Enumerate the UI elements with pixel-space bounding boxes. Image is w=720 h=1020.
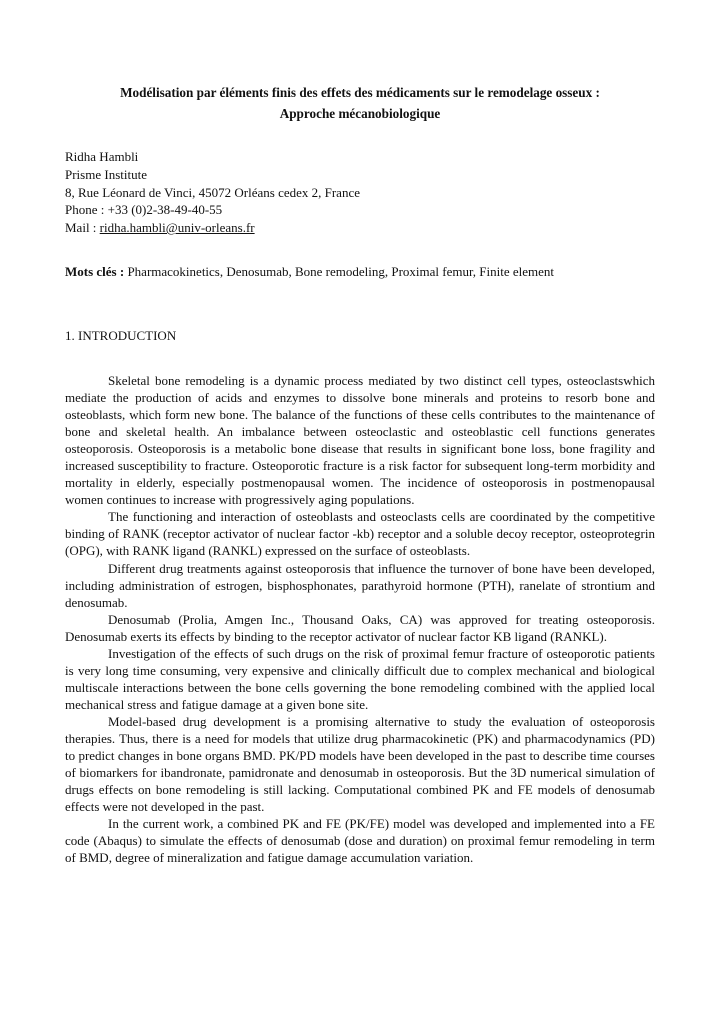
paragraph: In the current work, a combined PK and FE (PK/FE) model was developed and implemented into a FE code (Abaqus) to simulate the effects of denosumab (dose and duration) on proximal femur remodeling in term of BMD, degree of mineralization and fatigue damage accumulation variation. bbox=[65, 816, 655, 866]
title-line-1: Modélisation par éléments finis des effets des médicaments sur le remodelage osseux : bbox=[120, 85, 600, 100]
title-line-2: Approche mécanobiologique bbox=[279, 106, 441, 121]
keywords-text: Pharmacokinetics, Denosumab, Bone remodeling, Proximal femur, Finite element bbox=[124, 264, 555, 279]
author-block bbox=[65, 148, 665, 237]
author-phone: Phone : +33 (0)2-38-49-40-55 bbox=[65, 202, 223, 218]
paragraph: Investigation of the effects of such drugs on the risk of proximal femur fracture of osteoporotic patients is very long time consuming, very expensive and clinically difficult due to complex mechanical and biological multiscale interactions between the bone cells governing the bone remodeling combined with the applied local mechanical stress and fatigue damage at a given bone site. bbox=[65, 645, 655, 712]
author-institute: Prisme Institute bbox=[65, 166, 147, 182]
paragraph: Denosumab (Prolia, Amgen Inc., Thousand Oaks, CA) was approved for treating osteoporosis. Denosumab exerts its effects by binding to the receptor activator of nuclear factor KB ligand (RANKL). bbox=[65, 611, 655, 644]
keywords-line bbox=[65, 263, 665, 281]
paragraph: Different drug treatments against osteoporosis that influence the turnover of bone have been developed, including administration of estrogen, bisphosphonates, parathyroid hormone (PTH), ranelate of strontium and denosumab. bbox=[65, 560, 655, 610]
paper-title bbox=[70, 82, 650, 124]
paragraph: Model-based drug development is a promising alternative to study the evaluation of osteoporosis therapies. Thus, there is a need for models that utilize drug pharmacokinetic (PK) and pharmacodynamics (PD) to predict changes in bone organs BMD. PK/PD models have been developed in the past to describe time courses of biomarkers for ibandronate, pamidronate and denosumab in osteoporosis. But the 3D numerical simulation of drugs effects on bone remodeling is still lacking. Computational combined PK and FE models of denosumab effects were not developed in the past. bbox=[65, 713, 655, 815]
section-heading: 1. INTRODUCTION bbox=[65, 328, 177, 343]
author-mail-line bbox=[65, 219, 665, 237]
paragraph: Skeletal bone remodeling is a dynamic process mediated by two distinct cell types, osteoclastswhich mediate the production of acids and enzymes to dissolve bone minerals and proteins to resorb bone and osteoblasts, which form new bone. The balance of the functions of these cells contributes to the maintenance of bone and skeletal health. An imbalance between osteoclastic and osteoblastic cell functions generates osteoporosis. Osteoporosis is a metabolic bone disease that results in significant bone loss, bone fragility and increased susceptibility to fracture. Osteoporotic fracture is a risk factor for subsequent long-term morbidity and mortality in elderly, especially postmenopausal women. The incidence of osteoporosis in postmenopausal women continues to increase with progressively aging populations. bbox=[65, 373, 655, 508]
paragraph: The functioning and interaction of osteoblasts and osteoclasts cells are coordinated by the competitive binding of RANK (receptor activator of nuclear factor -kb) receptor and a soluble decoy receptor, osteoprotegrin (OPG), with RANK ligand (RANKL) expressed on the surface of osteoblasts. bbox=[65, 509, 655, 559]
keywords-label: Mots clés : bbox=[65, 264, 125, 279]
mail-label: Mail : bbox=[65, 220, 100, 236]
email-link[interactable]: ridha.hambli@univ-orleans.fr bbox=[99, 220, 255, 236]
body-text bbox=[65, 372, 655, 866]
author-name: Ridha Hambli bbox=[65, 149, 139, 164]
author-address: 8, Rue Léonard de Vinci, 45072 Orléans cedex 2, France bbox=[65, 184, 360, 200]
